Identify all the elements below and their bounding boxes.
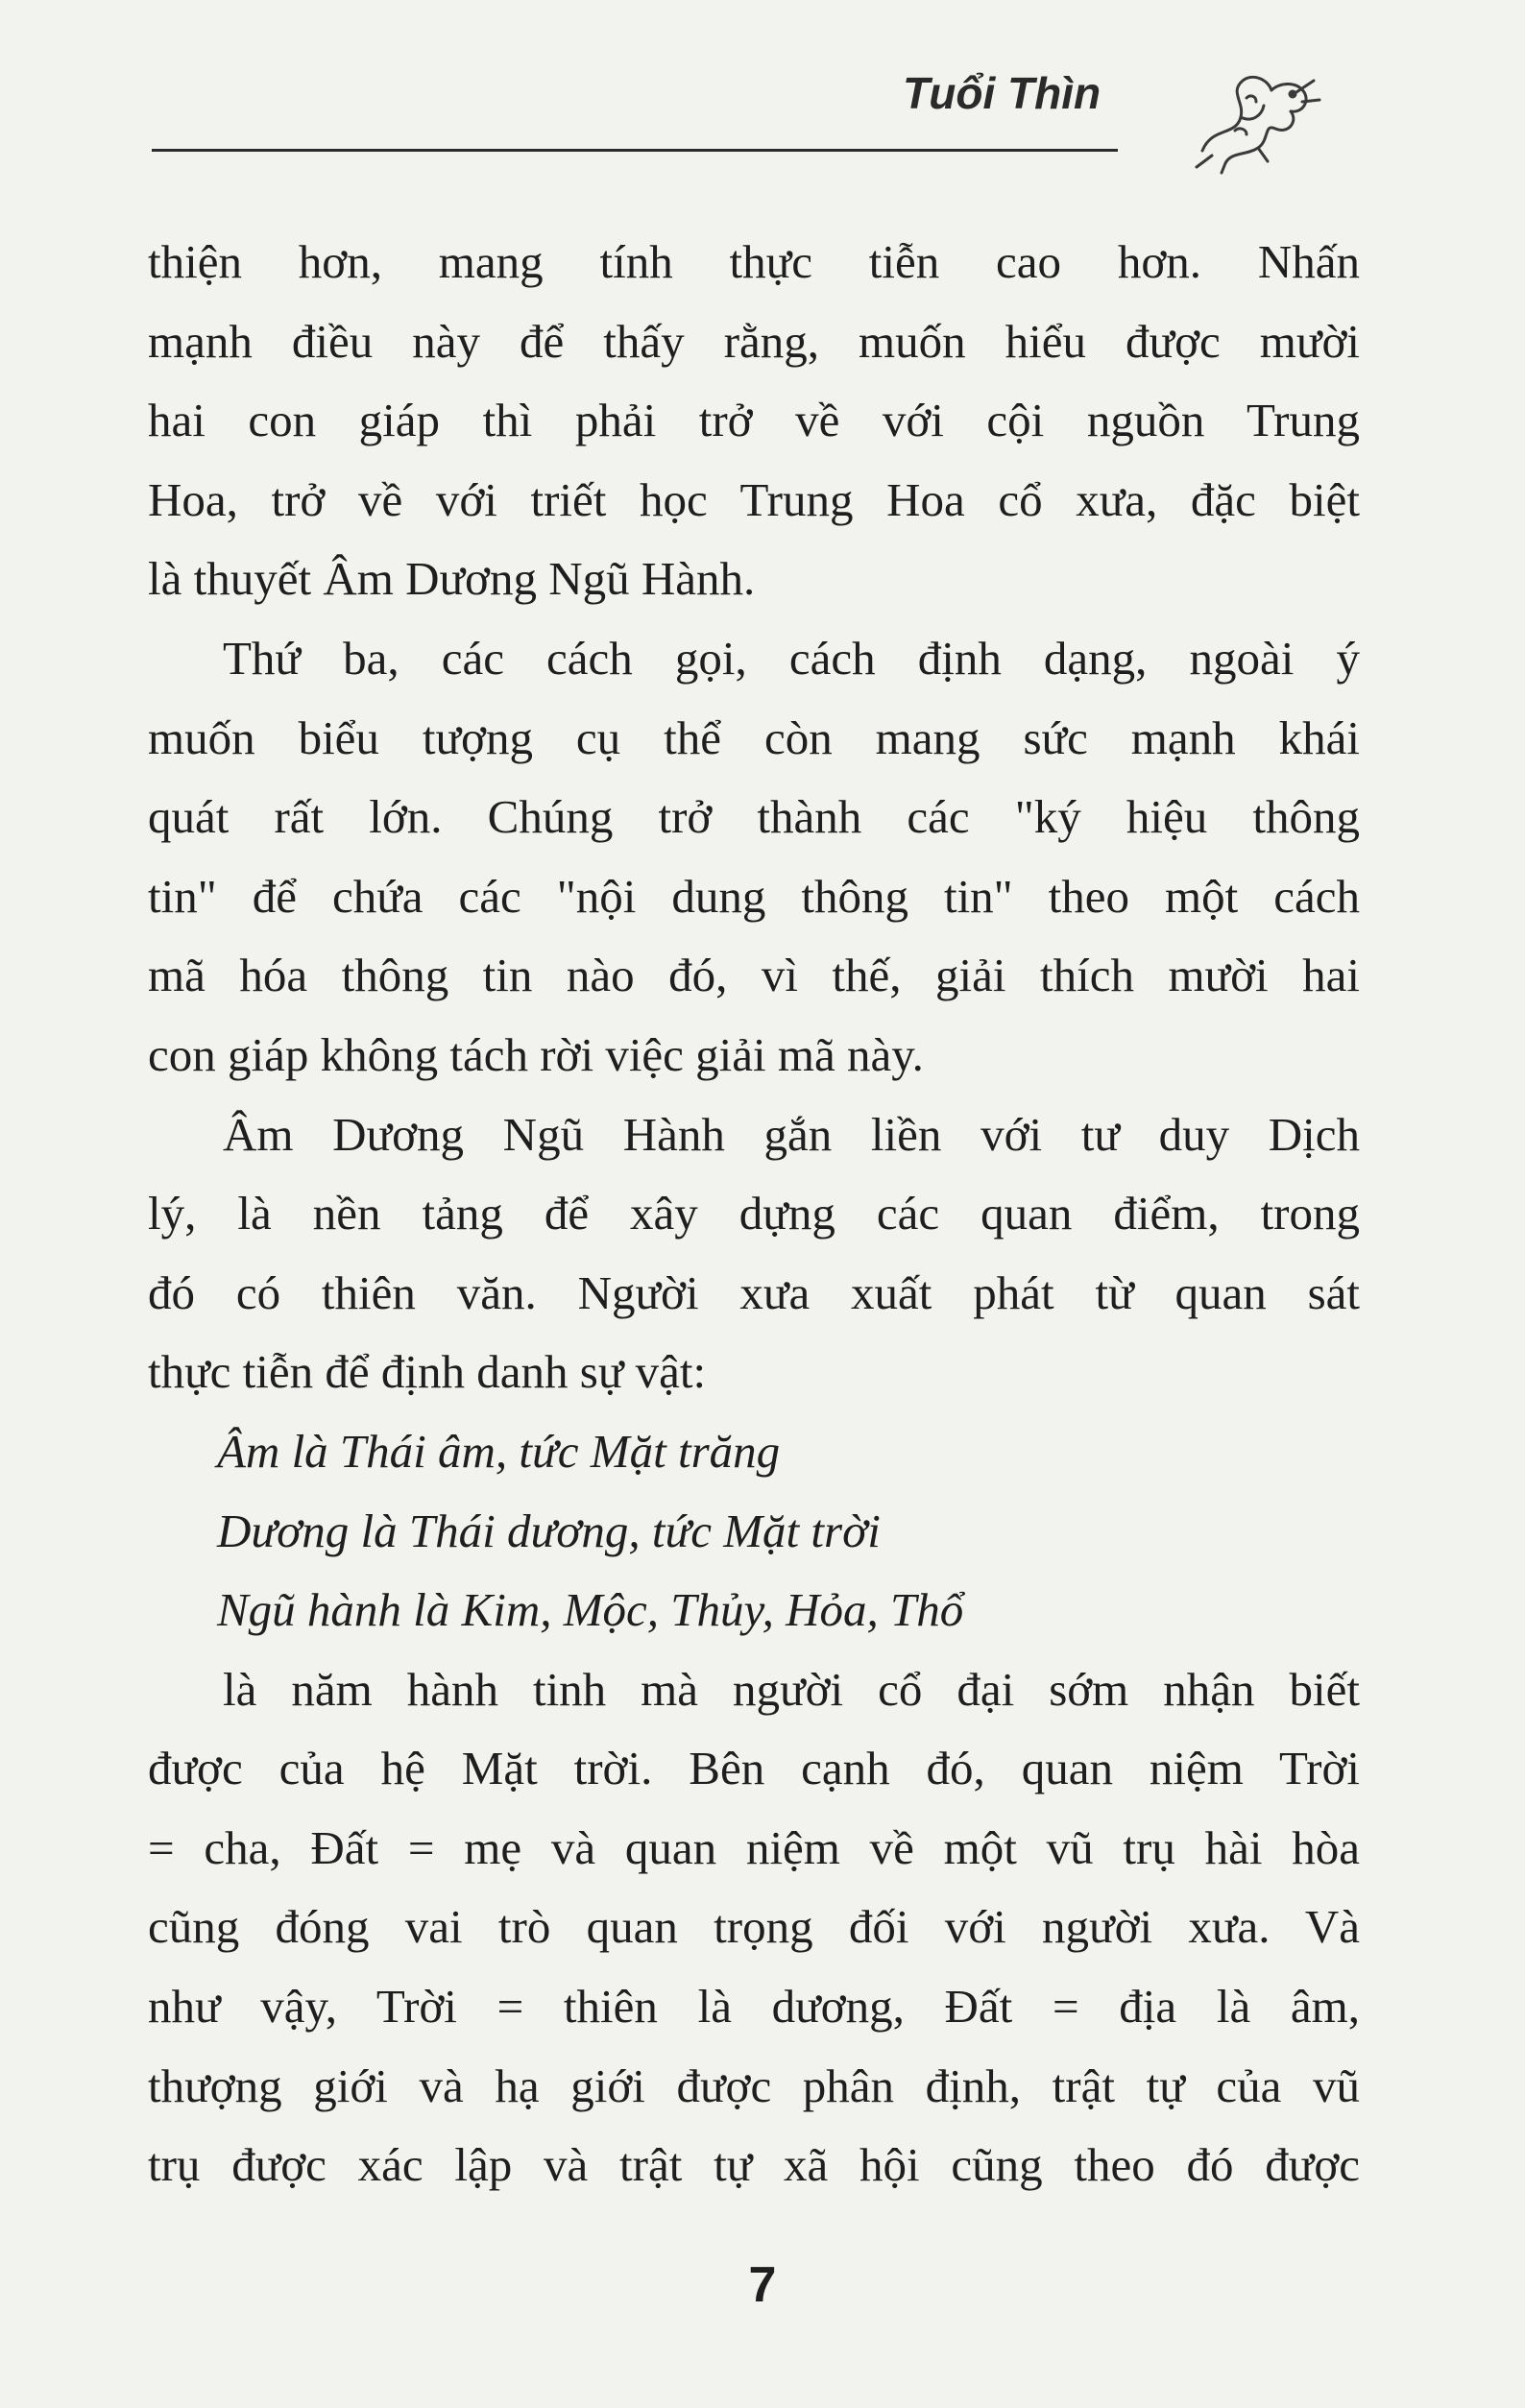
text-line: mã hóa thông tin nào đó, vì thế, giải thích mười hai (148, 949, 1360, 1002)
text-line: Âm là Thái âm, tức Mặt trăng (217, 1424, 781, 1478)
text-line: đó có thiên văn. Người xưa xuất phát từ quan sát (148, 1265, 1360, 1319)
text-line: mạnh điều này để thấy rằng, muốn hiểu được mười (148, 314, 1360, 368)
dragon-ornament-icon (1183, 60, 1327, 175)
text-line: là thuyết Âm Dương Ngũ Hành. (148, 552, 756, 606)
text-line: muốn biểu tượng cụ thể còn mang sức mạnh khái (148, 710, 1360, 764)
text-line: Hoa, trở về với triết học Trung Hoa cổ xưa, đặc biệt (148, 472, 1360, 526)
text-line: Âm Dương Ngũ Hành gắn liền với tư duy Dịch (223, 1107, 1360, 1161)
text-line: Ngũ hành là Kim, Mộc, Thủy, Hỏa, Thổ (217, 1583, 964, 1637)
text-line: = cha, Đất = mẹ và quan niệm về một vũ trụ hài hòa (148, 1820, 1360, 1874)
text-line: Dương là Thái dương, tức Mặt trời (217, 1504, 881, 1557)
text-line: con giáp không tách rời việc giải mã này. (148, 1027, 924, 1081)
text-line: thượng giới và hạ giới được phân định, trật tự của vũ (148, 2059, 1360, 2112)
text-line: Thứ ba, các cách gọi, cách định dạng, ngoài ý (223, 631, 1360, 685)
running-title: Tuổi Thìn (903, 68, 1101, 118)
text-line: thực tiễn để định danh sự vật: (148, 1345, 707, 1399)
text-line: hai con giáp thì phải trở về với cội nguồn Trung (148, 394, 1360, 447)
text-line: tin" để chứa các "nội dung thông tin" theo một cách (148, 869, 1360, 923)
text-line: được của hệ Mặt trời. Bên cạnh đó, quan niệm Trời (148, 1742, 1360, 1795)
page-number: 7 (748, 2257, 777, 2313)
text-line: thiện hơn, mang tính thực tiễn cao hơn. Nhấn (148, 235, 1360, 288)
body-text (148, 223, 1360, 2205)
text-line: trụ được xác lập và trật tự xã hội cũng theo đó được (148, 2138, 1360, 2192)
text-line: là năm hành tinh mà người cổ đại sớm nhận biết (223, 1662, 1360, 1716)
text-line: quát rất lớn. Chúng trở thành các "ký hiệu thông (148, 790, 1360, 844)
text-line: lý, là nền tảng để xây dựng các quan điểm, trong (148, 1187, 1360, 1240)
header-rule (152, 149, 1118, 152)
text-line: như vậy, Trời = thiên là dương, Đất = địa là âm, (148, 1980, 1360, 2034)
text-line: cũng đóng vai trò quan trọng đối với người xưa. Và (148, 1900, 1360, 1954)
